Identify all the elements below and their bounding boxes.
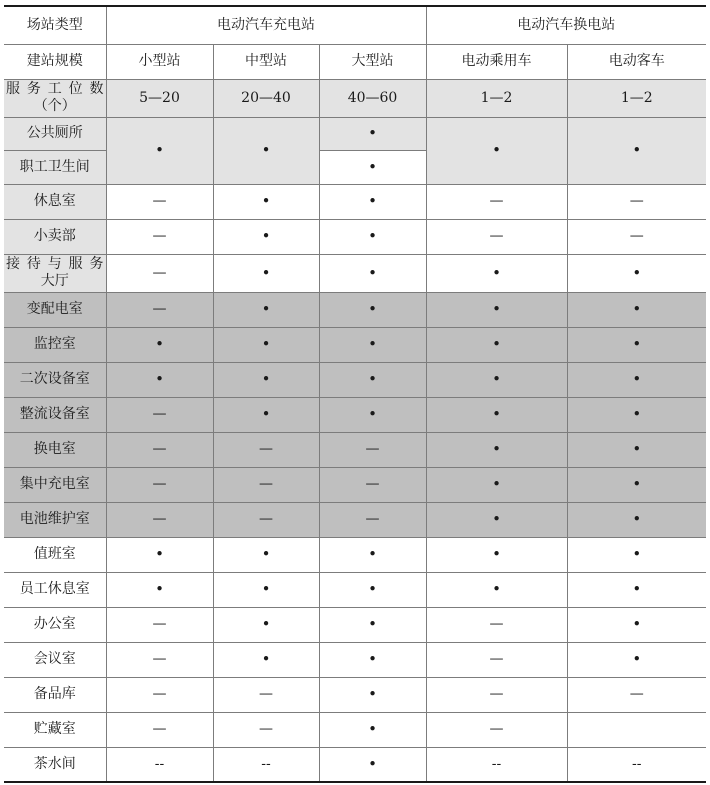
- row-label: 备品库: [4, 677, 106, 712]
- cell: —: [567, 677, 706, 712]
- cell: •: [567, 254, 706, 292]
- cell: •: [106, 362, 213, 397]
- cell: •: [319, 712, 426, 747]
- cell: •: [106, 117, 213, 184]
- cell: •: [213, 537, 319, 572]
- cell: —: [213, 677, 319, 712]
- row-label-line2: 大厅: [40, 273, 69, 289]
- cell: •: [213, 184, 319, 219]
- workstations-row: [4, 79, 706, 117]
- cell: —: [106, 184, 213, 219]
- workstations-label-line2: （个）: [33, 98, 76, 114]
- cell: •: [319, 327, 426, 362]
- cell: •: [319, 642, 426, 677]
- cell: •: [319, 537, 426, 572]
- cell: •: [106, 537, 213, 572]
- cell: --: [567, 747, 706, 782]
- header-row-type: [4, 6, 706, 44]
- workstations-label: [4, 79, 106, 117]
- row-label: 办公室: [4, 607, 106, 642]
- cell: —: [426, 712, 567, 747]
- cell: •: [213, 607, 319, 642]
- table-row: [4, 184, 706, 219]
- cell: •: [426, 327, 567, 362]
- cell: •: [426, 467, 567, 502]
- row-label-line1: 接待与服务: [6, 256, 104, 272]
- cell: —: [426, 184, 567, 219]
- station-function-table: [4, 5, 706, 783]
- cell: •: [319, 397, 426, 432]
- col-small: 小型站: [106, 44, 213, 79]
- cell: —: [106, 219, 213, 254]
- cell: •: [213, 117, 319, 184]
- cell: 40—60: [319, 79, 426, 117]
- cell: 1—2: [426, 79, 567, 117]
- cell: •: [426, 397, 567, 432]
- cell: •: [319, 572, 426, 607]
- cell: —: [106, 432, 213, 467]
- cell: •: [567, 117, 706, 184]
- cell: •: [567, 502, 706, 537]
- cell: —: [319, 467, 426, 502]
- public-toilet-label: 公共厕所: [4, 117, 106, 150]
- row-label: 二次设备室: [4, 362, 106, 397]
- table-row: [4, 572, 706, 607]
- table-row: [4, 219, 706, 254]
- cell: —: [106, 254, 213, 292]
- cell: —: [106, 677, 213, 712]
- cell: —: [213, 432, 319, 467]
- cell: •: [567, 397, 706, 432]
- cell: —: [106, 712, 213, 747]
- station-type-label: 场站类型: [4, 6, 106, 44]
- station-scale-label: 建站规模: [4, 44, 106, 79]
- cell: •: [213, 397, 319, 432]
- table-row: [4, 607, 706, 642]
- cell: —: [319, 432, 426, 467]
- header-row-scale: [4, 44, 706, 79]
- charging-station-header: 电动汽车充电站: [106, 6, 426, 44]
- col-large: 大型站: [319, 44, 426, 79]
- cell: •: [106, 327, 213, 362]
- cell: —: [213, 467, 319, 502]
- row-label: 会议室: [4, 642, 106, 677]
- cell: •: [213, 327, 319, 362]
- cell: •: [426, 432, 567, 467]
- cell: 20—40: [213, 79, 319, 117]
- cell: •: [213, 572, 319, 607]
- public-toilet-row: [4, 117, 706, 150]
- cell: 1—2: [567, 79, 706, 117]
- cell: —: [106, 607, 213, 642]
- row-label: 变配电室: [4, 292, 106, 327]
- cell: —: [426, 219, 567, 254]
- swapping-station-header: 电动汽车换电站: [426, 6, 706, 44]
- table-row: [4, 254, 706, 292]
- cell: •: [319, 254, 426, 292]
- table-row: [4, 677, 706, 712]
- row-label: 贮藏室: [4, 712, 106, 747]
- cell: •: [213, 254, 319, 292]
- cell: •: [567, 362, 706, 397]
- cell: •: [319, 219, 426, 254]
- row-label: 集中充电室: [4, 467, 106, 502]
- cell: •: [567, 642, 706, 677]
- row-label: 电池维护室: [4, 502, 106, 537]
- cell: •: [106, 572, 213, 607]
- cell: —: [106, 467, 213, 502]
- cell: •: [213, 642, 319, 677]
- table-row: [4, 747, 706, 782]
- table-row: [4, 502, 706, 537]
- cell: —: [426, 677, 567, 712]
- table-row: [4, 467, 706, 502]
- col-medium: 中型站: [213, 44, 319, 79]
- table-row: [4, 432, 706, 467]
- cell: •: [567, 432, 706, 467]
- cell: •: [319, 184, 426, 219]
- cell: —: [106, 502, 213, 537]
- cell: •: [319, 117, 426, 150]
- cell: •: [426, 117, 567, 184]
- cell: •: [213, 219, 319, 254]
- cell: —: [106, 642, 213, 677]
- table-row: [4, 537, 706, 572]
- cell: —: [319, 502, 426, 537]
- table-row: [4, 362, 706, 397]
- cell: •: [213, 292, 319, 327]
- cell: —: [213, 502, 319, 537]
- cell: •: [567, 292, 706, 327]
- cell: •: [319, 362, 426, 397]
- row-label: 员工休息室: [4, 572, 106, 607]
- cell: •: [213, 362, 319, 397]
- cell: •: [426, 502, 567, 537]
- table-row: [4, 292, 706, 327]
- cell: --: [213, 747, 319, 782]
- row-label: 监控室: [4, 327, 106, 362]
- table-row: [4, 712, 706, 747]
- row-label: [4, 254, 106, 292]
- cell: •: [319, 607, 426, 642]
- cell: •: [319, 747, 426, 782]
- row-label: 换电室: [4, 432, 106, 467]
- cell: —: [567, 184, 706, 219]
- row-label: 整流设备室: [4, 397, 106, 432]
- row-label: 休息室: [4, 184, 106, 219]
- cell: •: [567, 537, 706, 572]
- cell: •: [567, 572, 706, 607]
- cell: —: [213, 712, 319, 747]
- row-label: 茶水间: [4, 747, 106, 782]
- cell: •: [426, 537, 567, 572]
- cell: •: [319, 150, 426, 184]
- cell: --: [426, 747, 567, 782]
- cell: •: [319, 677, 426, 712]
- cell: —: [106, 397, 213, 432]
- cell: —: [106, 292, 213, 327]
- col-passenger: 电动乘用车: [426, 44, 567, 79]
- cell: —: [567, 219, 706, 254]
- table-row: [4, 327, 706, 362]
- cell: •: [567, 607, 706, 642]
- col-bus: 电动客车: [567, 44, 706, 79]
- cell: •: [567, 467, 706, 502]
- cell: •: [426, 254, 567, 292]
- staff-toilet-label: 职工卫生间: [4, 150, 106, 184]
- workstations-label-line1: 服务工位数: [6, 81, 104, 97]
- table-row: [4, 397, 706, 432]
- cell: •: [319, 292, 426, 327]
- cell: •: [426, 292, 567, 327]
- cell: —: [426, 607, 567, 642]
- cell: •: [426, 362, 567, 397]
- cell: --: [106, 747, 213, 782]
- cell: •: [426, 572, 567, 607]
- table-row: [4, 642, 706, 677]
- cell: [567, 712, 706, 747]
- row-label: 值班室: [4, 537, 106, 572]
- cell: —: [426, 642, 567, 677]
- cell: 5—20: [106, 79, 213, 117]
- cell: •: [567, 327, 706, 362]
- row-label: 小卖部: [4, 219, 106, 254]
